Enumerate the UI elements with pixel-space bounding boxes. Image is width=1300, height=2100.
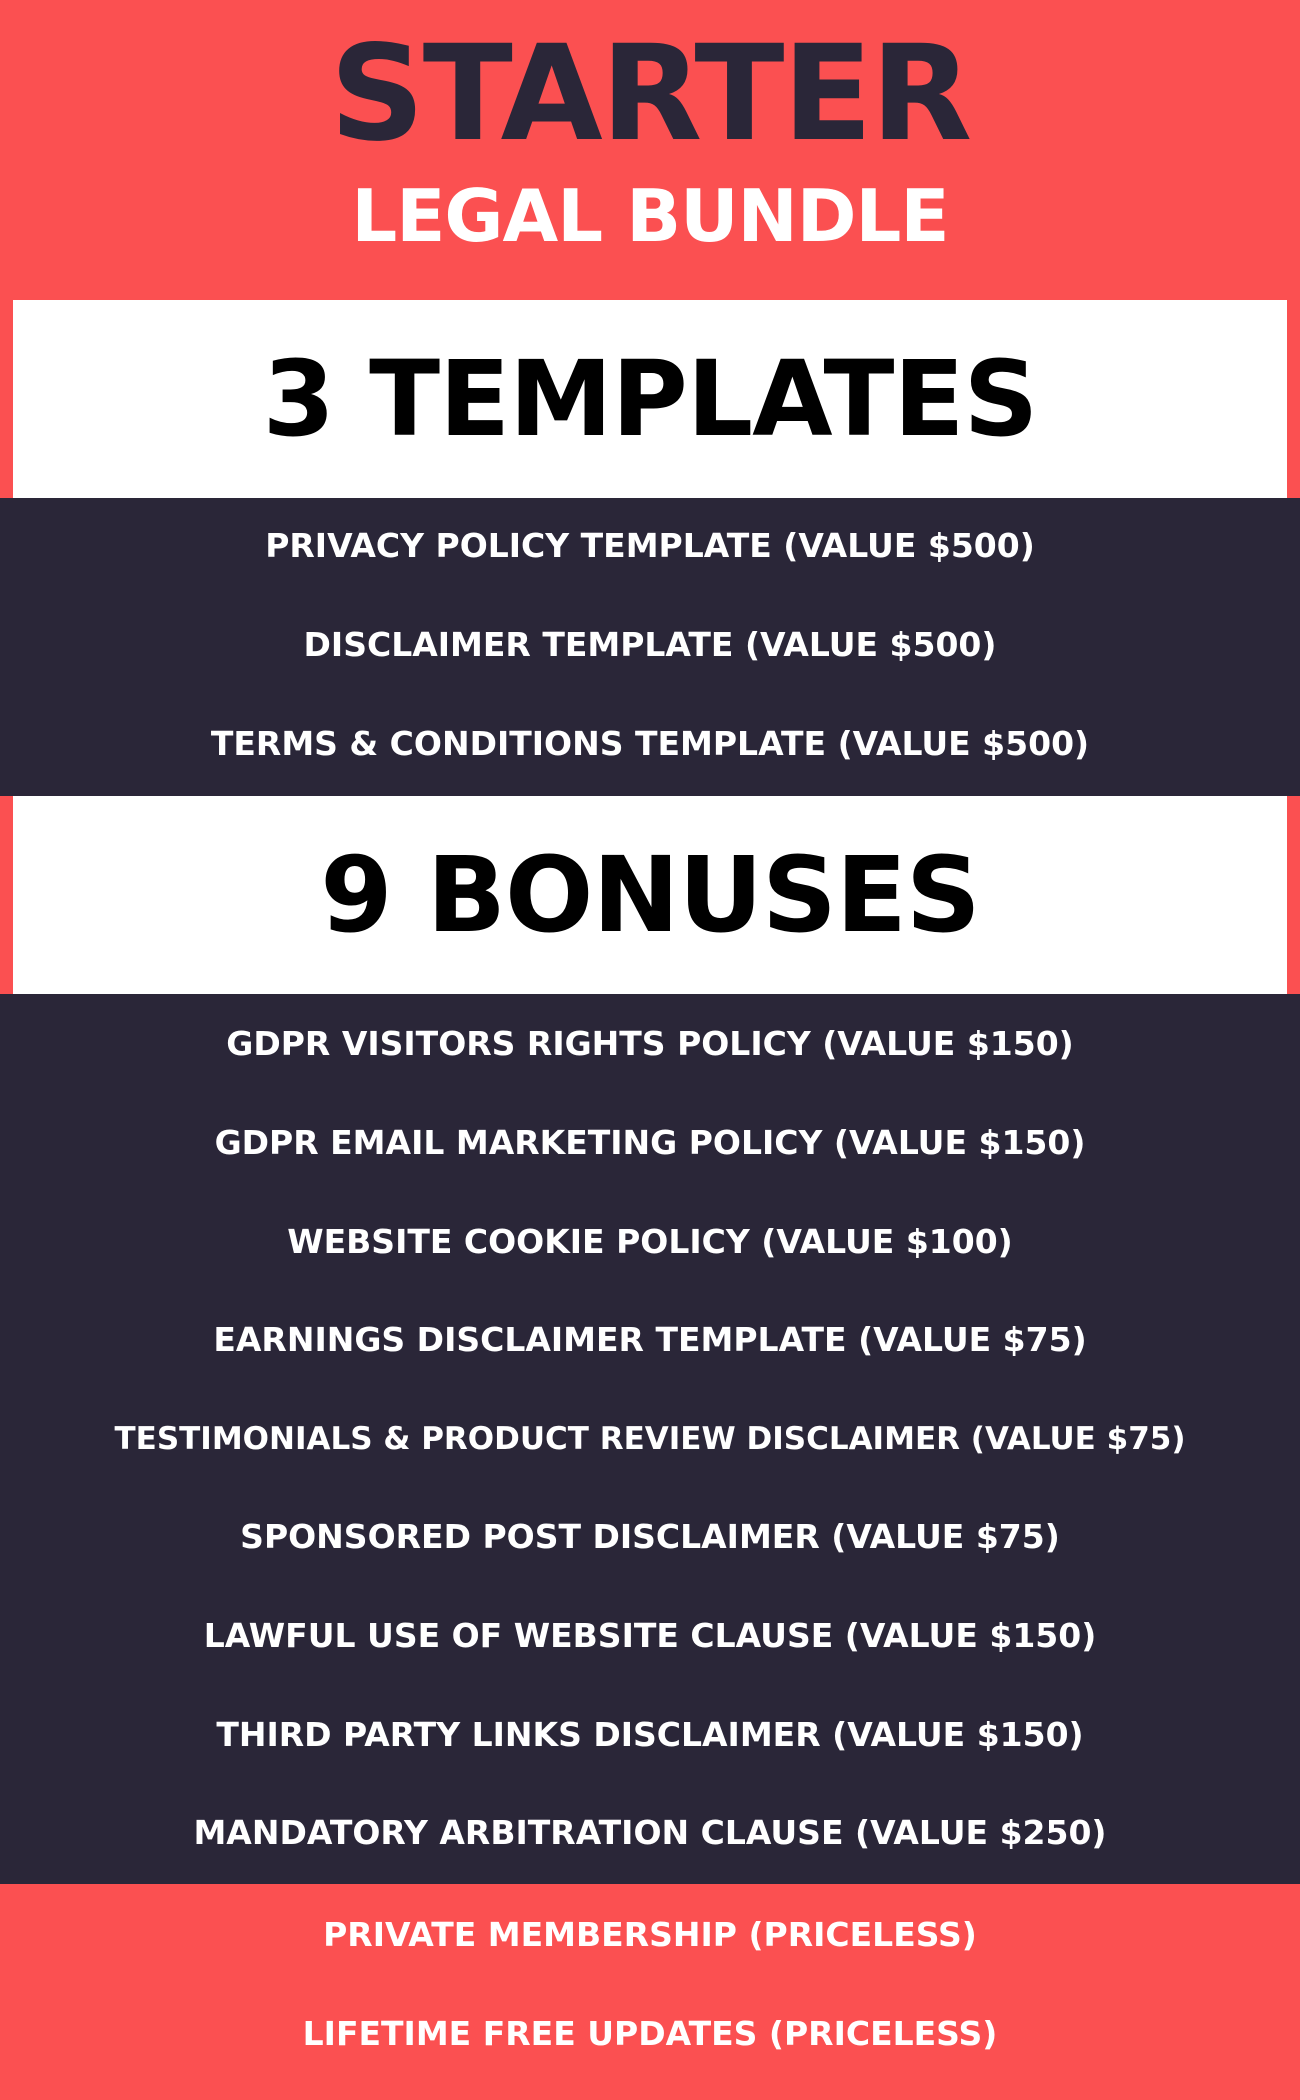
bonus-item-gdpr-visitors-rights: GDPR VISITORS RIGHTS POLICY (VALUE $150)	[226, 1024, 1074, 1063]
bonus-item-sponsored-post-disclaimer: SPONSORED POST DISCLAIMER (VALUE $75)	[240, 1517, 1060, 1556]
template-item-terms-conditions: TERMS & CONDITIONS TEMPLATE (VALUE $500)	[210, 724, 1090, 763]
extra-item-lifetime-updates: LIFETIME FREE UPDATES (PRICELESS)	[302, 2014, 998, 2053]
bonuses-list	[0, 994, 1300, 1884]
templates-heading: 3 TEMPLATES	[13, 300, 1287, 498]
templates-list	[0, 498, 1300, 796]
bonuses-heading: 9 BONUSES	[13, 796, 1287, 994]
bonus-item-third-party-links: THIRD PARTY LINKS DISCLAIMER (VALUE $150)	[216, 1715, 1084, 1754]
bonus-item-gdpr-email-marketing: GDPR EMAIL MARKETING POLICY (VALUE $150)	[214, 1123, 1086, 1162]
bonus-item-website-cookie-policy: WEBSITE COOKIE POLICY (VALUE $100)	[287, 1222, 1013, 1261]
bundle-title: STARTER	[329, 17, 971, 171]
template-item-privacy-policy: PRIVACY POLICY TEMPLATE (VALUE $500)	[265, 526, 1035, 565]
bonus-item-testimonials-disclaimer: TESTIMONIALS & PRODUCT REVIEW DISCLAIMER (VALUE $75)	[114, 1421, 1186, 1457]
bonus-item-lawful-use-clause: LAWFUL USE OF WEBSITE CLAUSE (VALUE $150)	[203, 1616, 1097, 1655]
bonus-item-earnings-disclaimer: EARNINGS DISCLAIMER TEMPLATE (VALUE $75)	[213, 1320, 1087, 1359]
bonus-item-mandatory-arbitration: MANDATORY ARBITRATION CLAUSE (VALUE $250)	[193, 1813, 1107, 1852]
header-banner	[0, 0, 1300, 300]
template-item-disclaimer: DISCLAIMER TEMPLATE (VALUE $500)	[303, 625, 997, 664]
extra-item-private-membership: PRIVATE MEMBERSHIP (PRICELESS)	[323, 1915, 977, 1954]
extras-footer	[0, 1884, 1300, 2100]
bundle-subtitle: LEGAL BUNDLE	[351, 174, 949, 258]
